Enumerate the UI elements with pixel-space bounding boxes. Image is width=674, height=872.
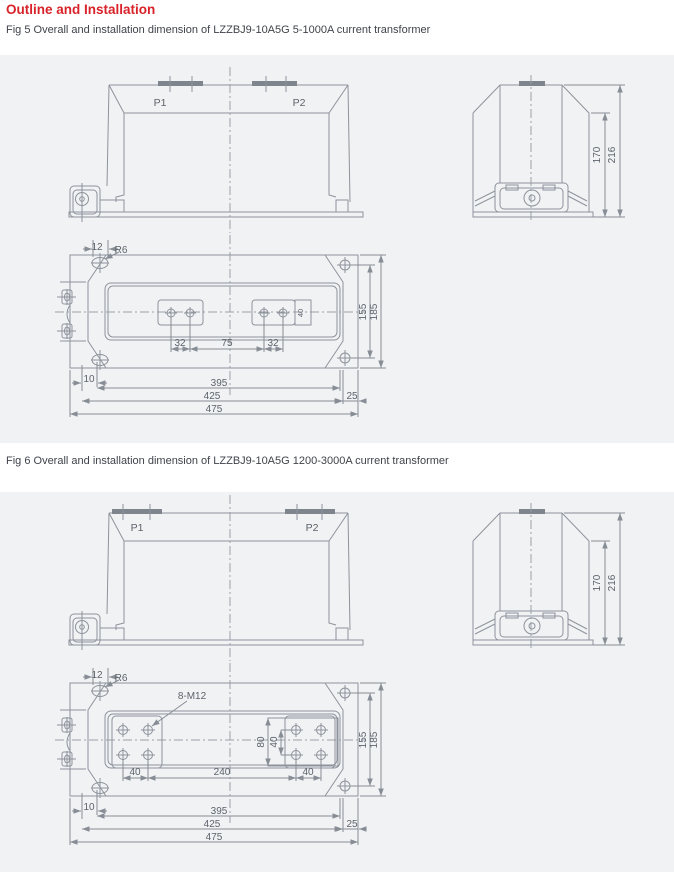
fig6-side-view (473, 503, 625, 651)
fig6-caption: Fig 6 Overall and installation dimension of LZZBJ9-10A5G 1200-3000A current transformer (6, 455, 449, 467)
fig5-side-view (473, 75, 625, 223)
dim-12-label: 12 (91, 670, 103, 681)
dim-10-label: 10 (83, 374, 95, 385)
terminal-p2-label: P2 (305, 522, 319, 534)
dim-25-label: 25 (346, 391, 358, 402)
terminal-hole (116, 723, 328, 762)
dim-75-label: 75 (221, 338, 233, 349)
dim-12-label: 12 (91, 242, 103, 253)
terminal-p1-label: P1 (130, 522, 144, 534)
dim-425-label: 425 (203, 819, 221, 830)
dim-395-label: 395 (210, 378, 228, 389)
terminal-hole (165, 307, 289, 319)
fig5-drawing (0, 55, 674, 443)
terminal-p1-label: P1 (153, 97, 167, 109)
dim-216-label: 216 (607, 146, 618, 164)
dim-185-label: 185 (369, 731, 380, 749)
dim-40a-label: 40 (129, 767, 141, 778)
thread-spec-label: 8-M12 (177, 691, 207, 702)
fig6-front-view (69, 495, 363, 661)
dim-155-label: 155 (358, 731, 369, 749)
dim-r6-label: R6 (114, 673, 128, 684)
dim-185-label: 185 (369, 303, 380, 321)
dim-40b-label: 40 (302, 767, 314, 778)
fig5-plan-view (55, 235, 386, 417)
fig5-front-view (69, 67, 363, 233)
dim-40v-label: 40 (269, 736, 280, 748)
dim-25-label: 25 (346, 819, 358, 830)
fig5-panel (0, 55, 674, 443)
fig6-panel (0, 492, 674, 872)
terminal-p2-label: P2 (292, 97, 306, 109)
dim-170-label: 170 (592, 574, 603, 592)
fig6-drawing (0, 492, 674, 872)
dim-475-label: 475 (205, 832, 223, 843)
dim-425-label: 425 (203, 391, 221, 402)
fig5-caption: Fig 5 Overall and installation dimension of LZZBJ9-10A5G 5-1000A current transformer (6, 24, 431, 36)
dim-32a-label: 32 (174, 338, 186, 349)
dim-32b-label: 32 (267, 338, 279, 349)
dim-240-label: 240 (213, 767, 231, 778)
dim-40-label: 40 (296, 308, 305, 318)
dim-216-label: 216 (607, 574, 618, 592)
dim-395-label: 395 (210, 806, 228, 817)
dim-155-label: 155 (358, 303, 369, 321)
dim-170-label: 170 (592, 146, 603, 164)
fig6-plan-view (55, 663, 386, 845)
dim-10-label: 10 (83, 802, 95, 813)
page-title: Outline and Installation (6, 2, 156, 17)
dim-r6-label: R6 (114, 245, 128, 256)
dim-475-label: 475 (205, 404, 223, 415)
dim-80-label: 80 (256, 736, 267, 748)
